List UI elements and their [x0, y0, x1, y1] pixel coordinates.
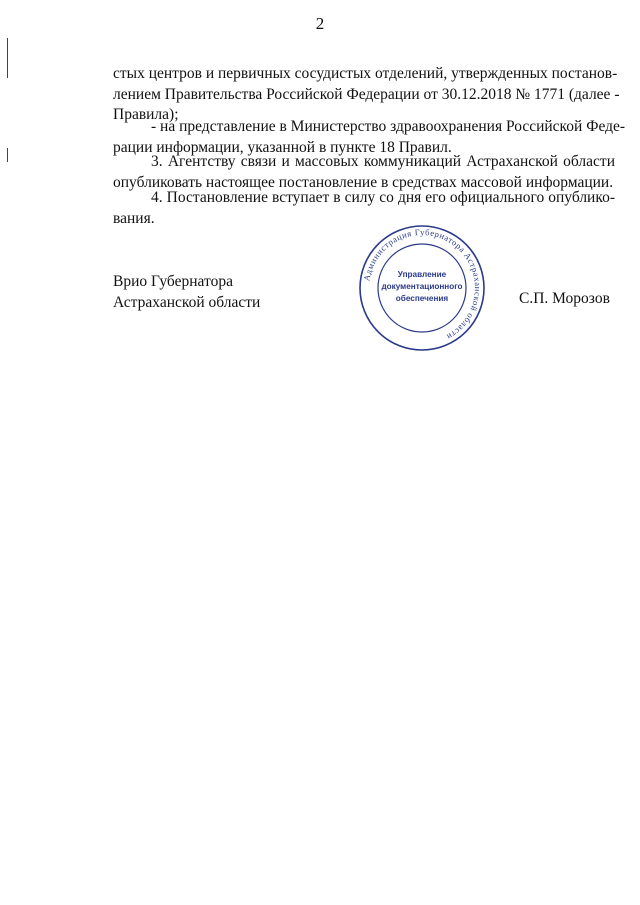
- stamp-center-line: обеспечения: [395, 294, 449, 303]
- margin-mark: [7, 148, 8, 162]
- text-line: 3. Агентству связи и массовых коммуникаций Астраханской области: [151, 153, 615, 170]
- text-line: вания.: [113, 209, 155, 227]
- text-line: Правила);: [113, 106, 179, 123]
- page-number: 2: [315, 14, 325, 33]
- text-line: рации информации, указанной в пункте 18 Правил.: [113, 138, 452, 156]
- text-line: стых центров и первичных сосудистых отделений, утвержденных постанов-: [113, 65, 618, 82]
- stamp-center-line: Управление: [397, 270, 447, 279]
- paragraph-3: [113, 152, 615, 193]
- text-line: 4. Постановление вступает в силу со дня его официального опублико-: [151, 189, 615, 206]
- stamp-center-line: документационного: [381, 282, 463, 291]
- stamp-ring-text: Администрация Губернатора Астраханской области: [361, 226, 484, 343]
- text-line: опубликовать настоящее постановление в средствах массовой информации.: [113, 173, 614, 191]
- signatory-title-line: Врио Губернатора: [113, 273, 233, 290]
- signatory-name: С.П. Морозов: [519, 290, 610, 307]
- text-line: - на представление в Министерство здравоохранения Российской Феде-: [151, 118, 626, 135]
- margin-mark: [7, 38, 8, 78]
- official-stamp: [357, 223, 487, 353]
- text-line: лением Правительства Российской Федерации от 30.12.2018 № 1771 (далее -: [113, 85, 620, 103]
- signatory-title-line: Астраханской области: [113, 294, 261, 311]
- signatory-title: [113, 271, 260, 313]
